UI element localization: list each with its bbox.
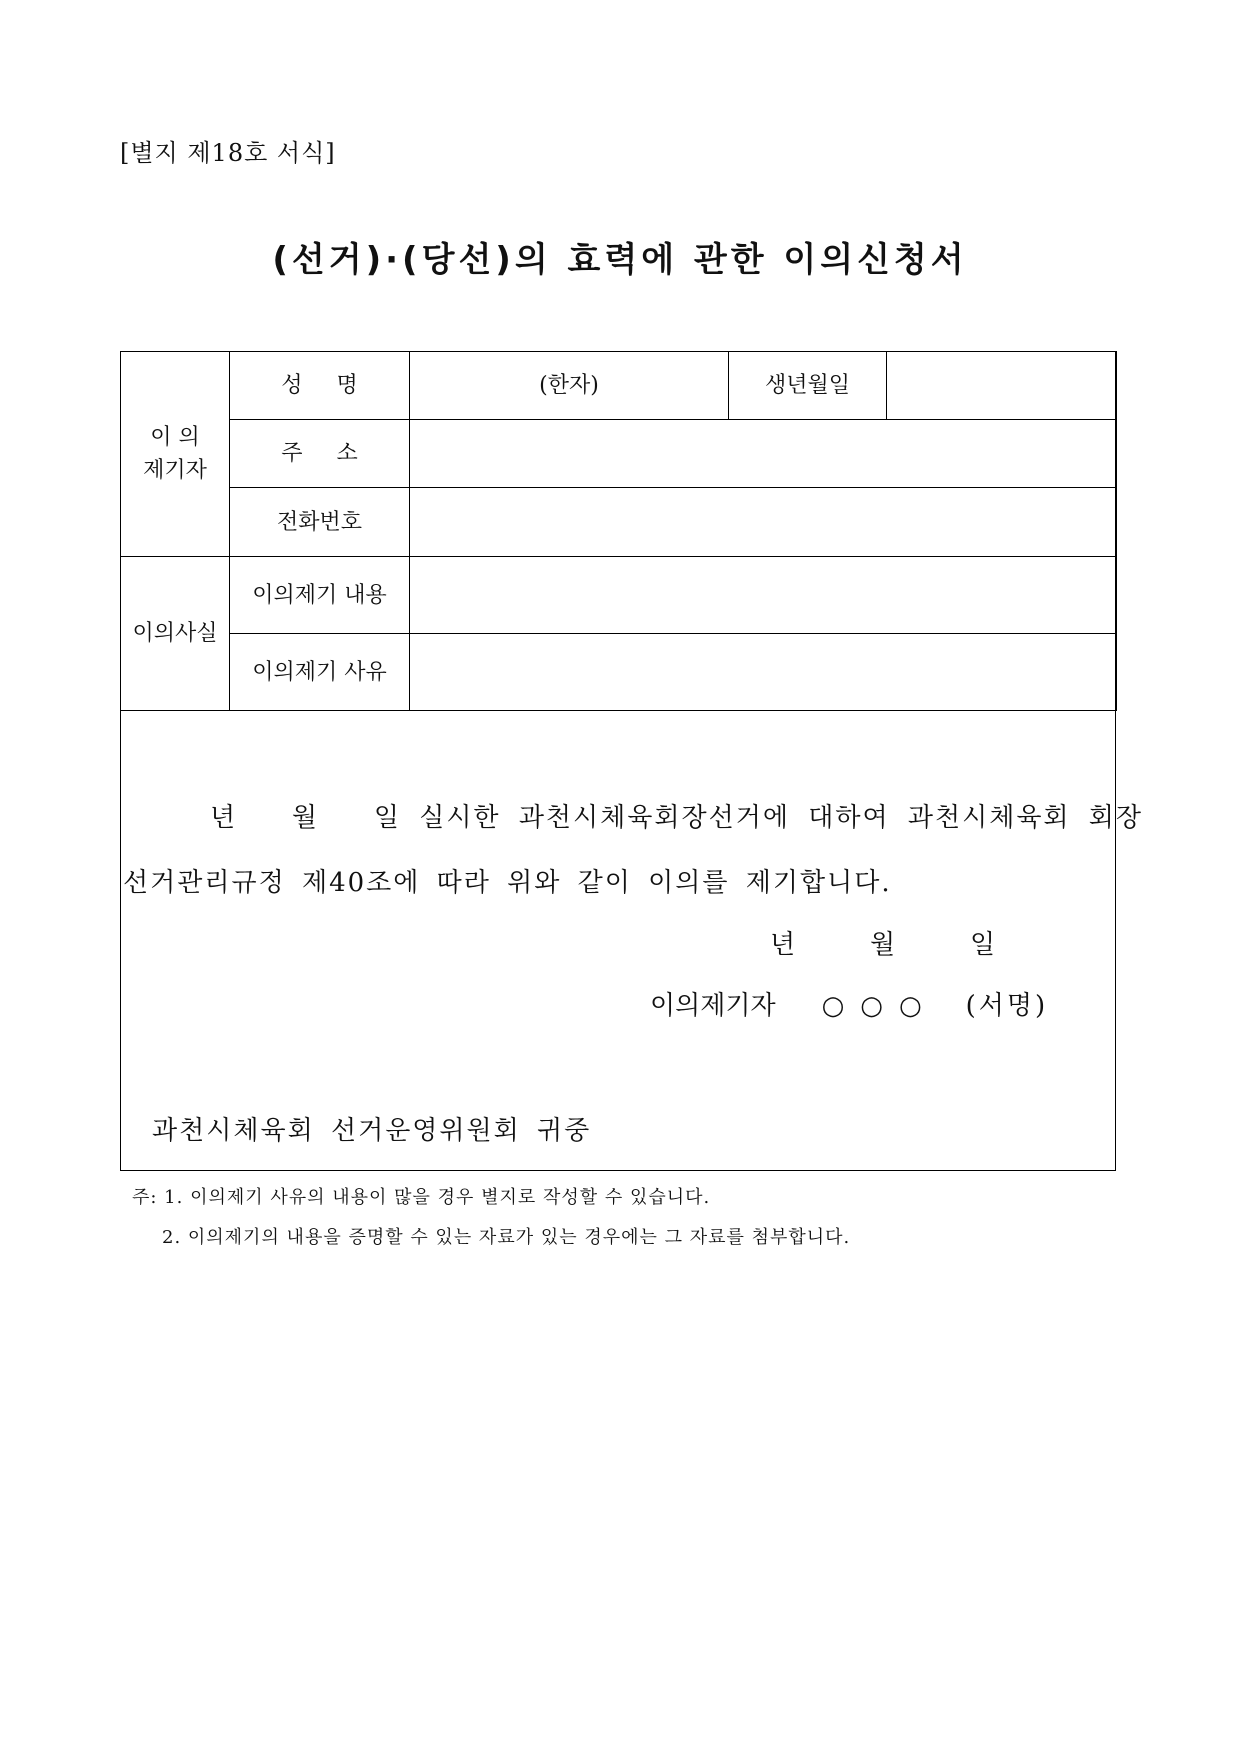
objection-reason-label: 이의제기 사유: [230, 634, 410, 711]
signer-name: ○○○: [821, 991, 938, 1021]
footnote-1: 주: 1. 이의제기 사유의 내용이 많을 경우 별지로 작성할 수 있습니다.: [132, 1187, 711, 1208]
hanja-label: (한자): [410, 352, 729, 420]
objection-reason-field[interactable]: [410, 634, 1117, 711]
objection-section-label: 이의사실: [121, 557, 230, 711]
declaration-line-2: 선거관리규정 제40조에 따라 위와 같이 이의를 제기합니다.: [123, 868, 892, 898]
phone-label: 전화번호: [230, 488, 410, 557]
addressee: 과천시체육회 선거운영위원회 귀중: [152, 1116, 592, 1146]
applicant-section-label: 이 의 제기자: [121, 352, 230, 557]
phone-field[interactable]: [410, 488, 1117, 557]
address-field[interactable]: [410, 420, 1117, 488]
signature-date: [770, 924, 1070, 961]
birth-date-field[interactable]: [887, 352, 1117, 420]
date-year: 년: [770, 930, 796, 960]
birth-date-label: 생년월일: [729, 352, 887, 420]
date-day: 일: [970, 930, 996, 960]
date-month: 월: [870, 930, 896, 960]
objection-content-field[interactable]: [410, 557, 1117, 634]
address-label: 주소: [230, 420, 410, 488]
name-label: 성명: [230, 352, 410, 420]
applicant-table: [120, 351, 1117, 711]
document-title: (선거)·(당선)의 효력에 관한 이의신청서: [272, 240, 968, 280]
form-number-label: [별지 제18호 서식]: [120, 139, 336, 167]
signer-line: [650, 985, 1048, 1022]
signer-label: 이의제기자: [650, 991, 776, 1021]
footnote-2: 2. 이의제기의 내용을 증명할 수 있는 자료가 있는 경우에는 그 자료를 첨부합니다.: [162, 1227, 851, 1248]
declaration-line-1: 년 월 일 실시한 과천시체육회장선거에 대하여 과천시체육회 회장: [210, 803, 1144, 833]
objection-content-label: 이의제기 내용: [230, 557, 410, 634]
signature-mark: (서명): [965, 991, 1049, 1021]
